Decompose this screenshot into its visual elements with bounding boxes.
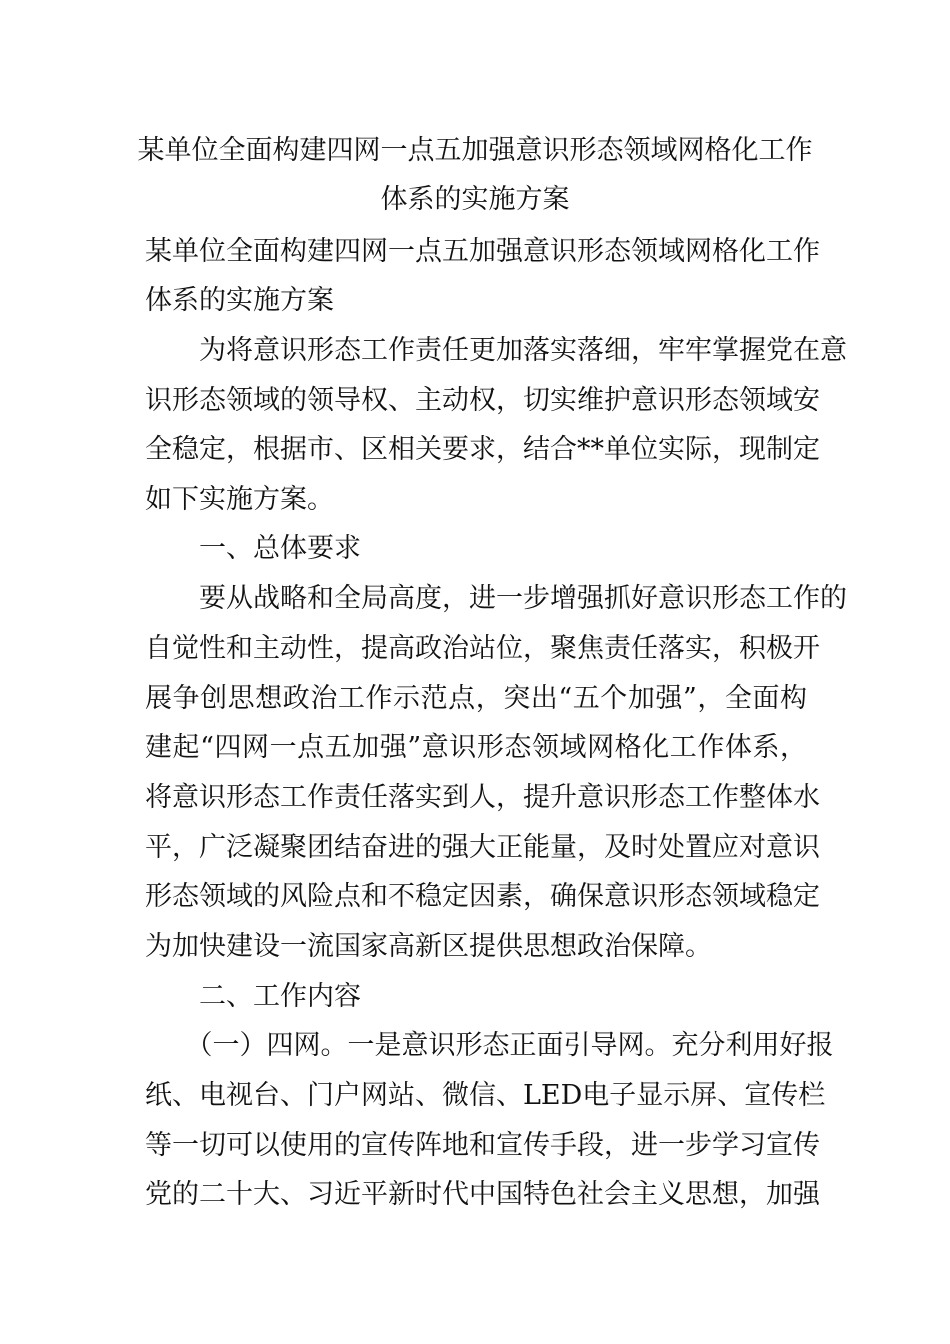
body-line: 要从战略和全局高度，进一步增强抓好意识形态工作的 [145,583,847,614]
body-line: 展争创思想政治工作示范点，突出“五个加强”，全面构 [145,683,807,714]
body-line: 某单位全面构建四网一点五加强意识形态领域网格化工作 [145,236,820,267]
body-line: 纸、电视台、门户网站、微信、LED电子显示屏、宣传栏 [145,1080,826,1111]
body-line: 为加快建设一流国家高新区提供思想政治保障。 [145,931,712,962]
body-line: 等一切可以使用的宣传阵地和宣传手段，进一步学习宣传 [145,1130,820,1161]
body-line: 体系的实施方案 [145,285,334,316]
body-line: 平，广泛凝聚团结奋进的强大正能量，及时处置应对意识 [145,832,820,863]
body-line: 自觉性和主动性，提高政治站位，聚焦责任落实，积极开 [145,633,820,664]
body-line: （一）四网。一是意识形态正面引导网。充分利用好报 [145,1030,834,1061]
document-title-line-1: 某单位全面构建四网一点五加强意识形态领域网格化工作 [137,135,813,166]
body-line: 如下实施方案。 [145,484,334,515]
document-title-line-2: 体系的实施方案 [380,184,570,215]
body-line: 形态领域的风险点和不稳定因素，确保意识形态领域稳定 [145,881,820,912]
body-line: 为将意识形态工作责任更加落实落细，牢牢掌握党在意 [145,335,847,366]
body-line: 识形态领域的领导权、主动权，切实维护意识形态领域安 [145,385,820,416]
body-line: 全稳定，根据市、区相关要求，结合**单位实际，现制定 [145,434,820,465]
body-line: 将意识形态工作责任落实到人，提升意识形态工作整体水 [145,782,820,813]
section-heading: 一、总体要求 [145,533,361,564]
body-line: 党的二十大、习近平新时代中国特色社会主义思想，加强 [145,1179,820,1210]
section-heading: 二、工作内容 [145,981,361,1012]
body-line: 建起“四网一点五加强”意识形态领域网格化工作体系， [145,732,807,763]
